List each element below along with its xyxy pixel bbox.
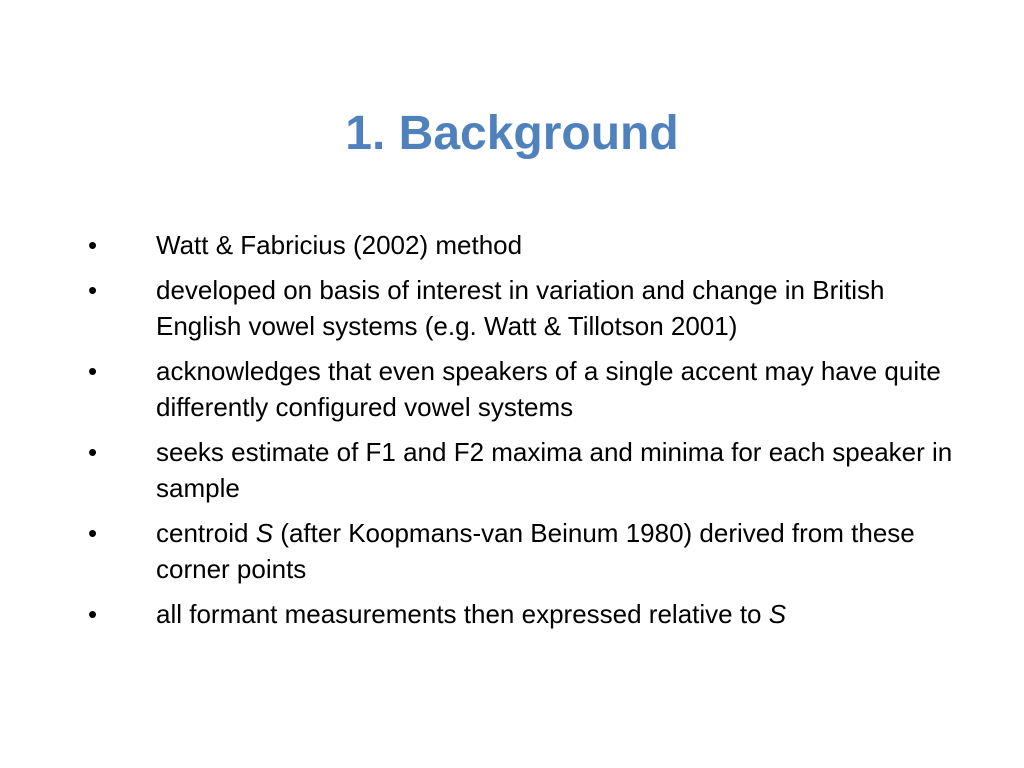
bullet-text: acknowledges that even speakers of a single accent may have quite differently configured vowel systems: [156, 356, 941, 422]
bullet-item: [86, 434, 966, 506]
bullet-icon: •: [88, 518, 98, 548]
bullet-icon: •: [88, 275, 98, 305]
bullet-item: [86, 596, 966, 632]
bullet-text: [156, 518, 915, 584]
bullet-text: developed on basis of interest in variation and change in British English vowel systems (e.g. Watt & Tillotson 2001): [156, 275, 885, 341]
bullet-text-post: (after Koopmans-van Beinum 1980) derived from these corner points: [156, 518, 915, 584]
bullet-icon: •: [88, 230, 98, 260]
bullet-item: [86, 272, 966, 344]
bullet-icon: •: [88, 599, 98, 629]
centroid-symbol: S: [255, 518, 274, 548]
centroid-symbol: S: [768, 599, 787, 629]
bullet-item: [86, 227, 966, 263]
bullet-text-pre: all formant measurements then expressed relative to: [156, 599, 769, 629]
bullet-item: [86, 353, 966, 425]
bullet-text: seeks estimate of F1 and F2 maxima and minima for each speaker in sample: [156, 437, 953, 503]
bullet-text-pre: centroid: [156, 518, 256, 548]
bullet-text: Watt & Fabricius (2002) method: [156, 230, 523, 260]
bullet-list: [86, 227, 966, 641]
slide-title: 1. Background: [345, 107, 679, 160]
bullet-item: [86, 515, 966, 587]
bullet-icon: •: [88, 356, 98, 386]
bullet-text: [156, 599, 786, 629]
bullet-icon: •: [88, 437, 98, 467]
